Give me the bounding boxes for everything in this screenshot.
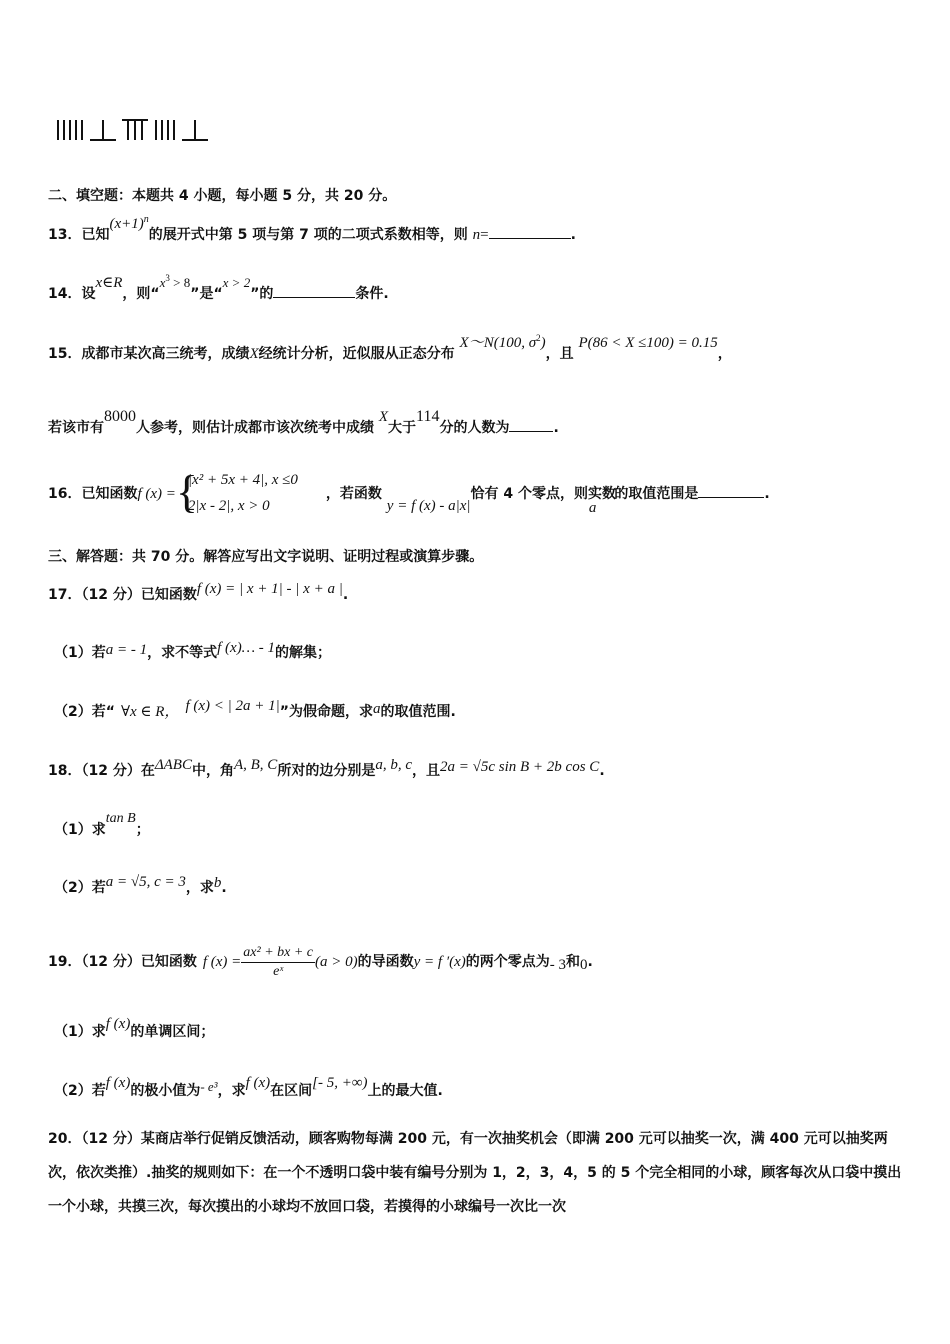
- math-expression: ∀x ∈ R，: [120, 704, 180, 720]
- math-expression: a = √5, c = 3: [105, 874, 186, 890]
- math-expression: (a > 0): [315, 954, 358, 970]
- question-text: ”的: [250, 286, 274, 302]
- math-expression: ΔABC: [154, 757, 192, 773]
- question-text: 的导函数: [357, 954, 414, 970]
- question-text: ，则“: [122, 286, 160, 302]
- question-text: ，求不等式: [147, 645, 218, 661]
- math-expression: X～N(100, σ: [459, 335, 537, 351]
- question-text: 若该市有: [48, 420, 104, 436]
- math-expression: [- 5, +∞): [312, 1075, 368, 1091]
- section-solve-title: [48, 547, 483, 567]
- math-expression: y = f (x) - a|x|: [386, 498, 471, 514]
- math-variable: X: [378, 409, 389, 425]
- question-score: （12 分）: [81, 1131, 141, 1147]
- punctuation: .: [599, 763, 605, 779]
- question-text: 中，角: [191, 763, 234, 779]
- question-text: 的极小值为: [130, 1083, 201, 1099]
- question-19: [48, 940, 593, 984]
- part-label: （2）若“: [54, 704, 115, 720]
- section-fill-in-title: [48, 186, 396, 206]
- math-expression: A, B, C: [233, 757, 278, 773]
- answer-blank[interactable]: [273, 283, 355, 298]
- piecewise-case: 2|x - 2|, x > 0: [187, 498, 270, 514]
- punctuation: .: [587, 954, 593, 970]
- question-text: 某商店举行促销反馈活动，顾客购物每满 200 元，有一次抽奖机会（即满 200 元可以抽奖一次，满 400 元可以抽奖两次，依次类推）.抽奖的规则如下：在一个不透明口袋中装有编号分别为 1，2，3，4，5 的 5 个完全相同的小球，顾客每次从口袋中摸出一个小球，共摸三次，每次摸出的小球均不放回口袋，若摸得的小球编号一次比一次: [48, 1131, 902, 1215]
- math-expression: > 8: [169, 275, 191, 290]
- math-expression: - e³: [200, 1079, 218, 1094]
- punctuation: .: [553, 420, 559, 436]
- fraction-numerator: ax² + bx + c: [241, 944, 315, 963]
- question-text: 已知函数: [140, 587, 197, 603]
- math-symbol: =: [480, 227, 489, 243]
- math-expression: a, b, c: [375, 757, 412, 773]
- fraction-denominator: eˣ: [273, 963, 284, 979]
- answer-blank[interactable]: [489, 224, 571, 239]
- question-text: 的单调区间；: [130, 1024, 215, 1040]
- question-text: 在区间: [270, 1083, 313, 1099]
- question-17: [48, 581, 349, 605]
- punctuation: .: [764, 486, 770, 502]
- question-number: 18．: [48, 763, 82, 779]
- question-text: 的展开式中第 5 项与第 7 项的二项式系数相等，则: [148, 227, 468, 243]
- math-variable: b: [213, 875, 222, 891]
- question-16: [48, 468, 770, 520]
- math-expression: x > 2: [222, 275, 251, 290]
- question-text: 所对的边分别是: [277, 763, 376, 779]
- math-expression: x∈R: [95, 275, 123, 291]
- question-number: 16．: [48, 486, 82, 502]
- math-expression: f (x): [105, 1075, 131, 1091]
- answer-blank[interactable]: [509, 417, 553, 432]
- question-text: 成都市某次高三统考，成绩: [81, 346, 250, 362]
- question-number: 15．: [48, 346, 82, 362]
- question-text: 设: [81, 286, 96, 302]
- math-expression: f (x): [105, 1016, 131, 1032]
- part-label: （2）若: [54, 1083, 106, 1099]
- question-text: 已知函数: [140, 954, 197, 970]
- punctuation: .: [342, 587, 349, 603]
- question-text: 的取值范围是: [614, 486, 699, 502]
- question-text: 恰有 4 个零点，则实数: [470, 486, 617, 502]
- question-number: 14．: [48, 286, 82, 302]
- question-18-part-2: [54, 874, 227, 898]
- math-number: 8000: [104, 408, 136, 425]
- question-text: ，求: [185, 880, 214, 896]
- math-variable: n: [472, 227, 481, 243]
- question-text: 已知: [81, 227, 110, 243]
- section-title: 二、填空题：本题共 4 小题，每小题 5 分，共 20 分。: [48, 188, 397, 204]
- question-17-part-1: [54, 640, 332, 663]
- math-superscript: n: [143, 214, 149, 225]
- punctuation: ；: [135, 822, 150, 838]
- question-text: 和: [566, 954, 581, 970]
- brace-symbol: {: [175, 466, 199, 517]
- question-score: （12 分）: [81, 587, 141, 603]
- question-text: 在: [140, 763, 155, 779]
- math-superscript: 3: [165, 273, 170, 283]
- math-expression: (x+1): [109, 216, 144, 232]
- math-variable: X: [249, 346, 259, 362]
- question-number: 19．: [48, 954, 82, 970]
- question-text: 的解集；: [275, 645, 332, 661]
- question-19-part-2: [54, 1075, 443, 1101]
- question-13: [48, 214, 576, 247]
- part-label: （1）求: [54, 822, 106, 838]
- math-expression: 2a = √5c sin B + 2b cos C: [440, 759, 600, 775]
- math-expression: f (x)… - 1: [217, 640, 276, 656]
- question-text: ”为假命题，求: [279, 704, 373, 720]
- question-20: [48, 1122, 908, 1224]
- question-text: ，求: [217, 1083, 246, 1099]
- question-text: 分的人数为: [439, 420, 510, 436]
- math-superscript: 2: [536, 333, 541, 343]
- math-number: 114: [416, 408, 440, 425]
- question-text: ”是“: [190, 286, 223, 302]
- question-text: 经统计分析，近似服从正态分布: [258, 346, 455, 362]
- piecewise-case: |x² + 5x + 4|, x ≤0: [187, 472, 298, 488]
- punctuation: .: [570, 227, 576, 243]
- part-label: （1）求: [54, 1024, 106, 1040]
- question-17-part-2: [54, 698, 456, 722]
- question-19-part-1: [54, 1016, 215, 1042]
- math-expression: f (x) =: [202, 954, 242, 970]
- question-18: [48, 757, 605, 781]
- question-text: ，且: [545, 346, 574, 362]
- question-text: ，若函数: [325, 486, 382, 502]
- math-expression: f (x) < | 2a + 1|: [185, 698, 280, 714]
- question-text: 大于: [388, 420, 417, 436]
- question-text: 条件.: [355, 286, 389, 302]
- math-fraction: [241, 944, 315, 981]
- question-score: （12 分）: [81, 763, 141, 779]
- math-number: 0: [580, 957, 588, 973]
- barcode-logo: [56, 116, 216, 146]
- math-expression: f (x) =: [137, 486, 176, 502]
- punctuation: ，: [717, 346, 732, 362]
- math-expression: f (x) = | x + 1| - | x + a |: [196, 581, 343, 597]
- math-expression: x: [159, 275, 166, 290]
- question-text: 的两个零点为: [465, 954, 550, 970]
- question-14: [48, 273, 389, 305]
- section-title: 三、解答题：共 70 分。解答应写出文字说明、证明过程或演算步骤。: [48, 549, 484, 565]
- piecewise-function: [176, 468, 326, 520]
- math-expression: f (x): [245, 1075, 271, 1091]
- punctuation: .: [221, 880, 227, 896]
- math-expression: a = - 1: [105, 642, 148, 658]
- question-text: 的取值范围.: [380, 704, 456, 720]
- part-label: （2）若: [54, 880, 106, 896]
- question-score: （12 分）: [81, 954, 141, 970]
- question-18-part-1: [54, 811, 150, 841]
- part-label: （1）若: [54, 645, 106, 661]
- math-variable: a: [588, 500, 597, 516]
- math-expression: y = f ′(x): [413, 954, 466, 970]
- math-expression: tan B: [105, 811, 136, 826]
- question-text: ，且: [412, 763, 440, 779]
- question-number: 17．: [48, 587, 82, 603]
- math-expression: ): [540, 335, 546, 351]
- math-variable: a: [372, 701, 381, 717]
- math-expression: P(86 < X ≤100) = 0.15: [578, 335, 718, 351]
- question-number: 20．: [48, 1131, 82, 1147]
- question-text: 人参考，则估计成都市该次统考中成绩: [136, 420, 374, 436]
- question-number: 13．: [48, 227, 82, 243]
- math-number: - 3: [549, 957, 567, 973]
- question-text: 上的最大值.: [367, 1083, 443, 1099]
- question-text: 已知函数: [81, 486, 138, 502]
- answer-blank[interactable]: [698, 483, 764, 498]
- question-15-continued: [48, 408, 559, 438]
